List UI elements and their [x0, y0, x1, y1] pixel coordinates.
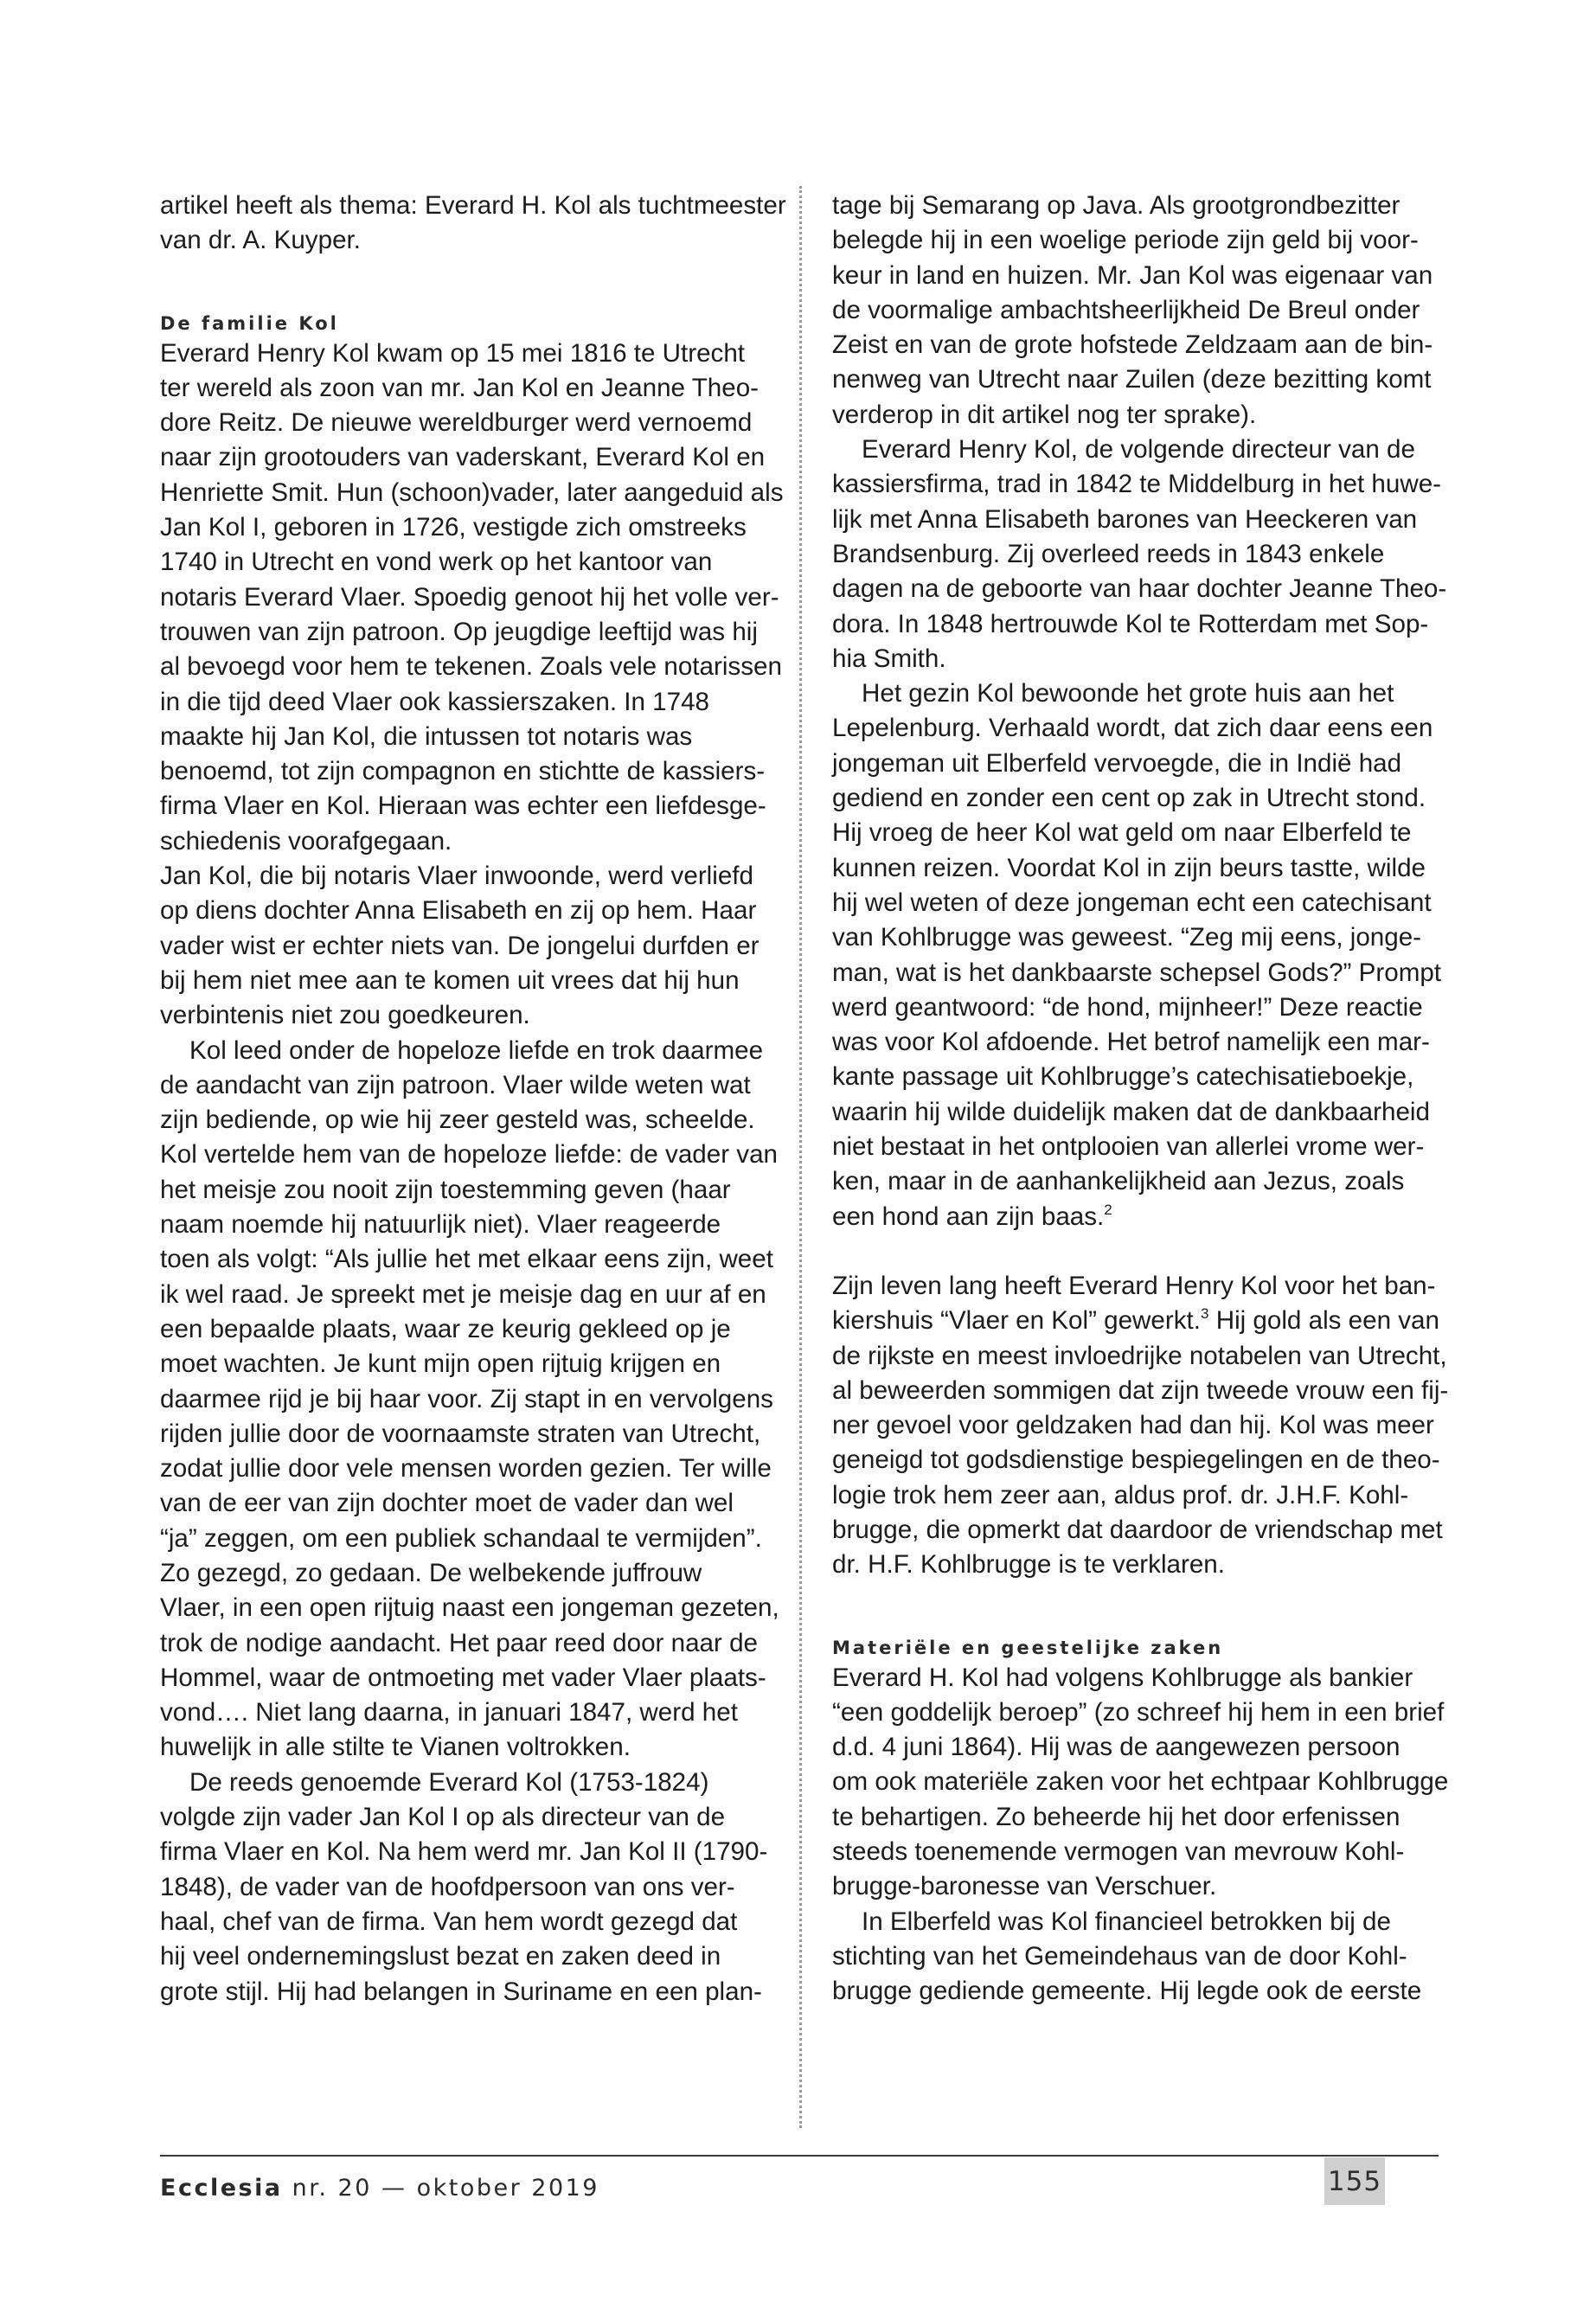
text-line: maakte hij Jan Kol, die intussen tot notaris was	[160, 721, 693, 751]
text-line: naam noemde hij natuurlijk niet). Vlaer reageerde	[160, 1210, 721, 1240]
text-line: geneigd tot godsdienstige bespiegelingen en de theo-	[832, 1445, 1440, 1475]
section-heading-materiele-zaken: Materiële en geestelijke zaken	[832, 1637, 1224, 1658]
text-line: Hommel, waar de ontmoeting met vader Vlaer plaats-	[160, 1663, 766, 1692]
text-line: brugge, die opmerkt dat daardoor de vriendschap met	[832, 1515, 1443, 1544]
text-line: ner gevoel voor geldzaken had dan hij. Kol was meer	[832, 1411, 1434, 1440]
text-line: Henriette Smit. Hun (schoon)vader, later aangeduid als	[160, 478, 784, 507]
text-line: Zeist en van de grote hofstede Zeldzaam aan de bin-	[832, 330, 1433, 360]
text-line: volgde zijn vader Jan Kol I op als directeur van de	[160, 1803, 726, 1832]
text-line: hij veel ondernemingslust bezat en zaken deed in	[160, 1942, 721, 1971]
text-line: Kol leed onder de hopeloze liefde en trok daarmee	[189, 1035, 764, 1065]
body-paragraph	[832, 1661, 1448, 1905]
text-line: keur in land en huizen. Mr. Jan Kol was eigenaar van	[832, 260, 1433, 290]
body-paragraph	[160, 1034, 779, 1766]
text-line: “ja” zeggen, om een publiek schandaal te vermijden”.	[160, 1523, 762, 1553]
text-line: rijden jullie door de voornaamste straten van Utrecht,	[160, 1419, 761, 1448]
text-line: Lepelenburg. Verhaald wordt, dat zich daar eens een	[832, 714, 1433, 743]
body-paragraph	[160, 859, 776, 1033]
text-line: logie trok hem zeer aan, aldus prof. dr. J.H.F. Kohl-	[832, 1480, 1409, 1509]
body-paragraph	[160, 1766, 776, 2009]
text-line: al beweerden sommigen dat zijn tweede vrouw een fij-	[832, 1375, 1449, 1405]
body-paragraph	[832, 1905, 1448, 2009]
text-line: Jan Kol, die bij notaris Vlaer inwoonde, werd verliefd	[160, 862, 753, 891]
text-line: moet wachten. Je kunt mijn open rijtuig krijgen en	[160, 1349, 721, 1379]
text-line: Het gezin Kol bewoonde het grote huis aan het	[862, 679, 1394, 708]
text-line: dora. In 1848 hertrouwde Kol te Rotterdam met Sop-	[832, 609, 1429, 638]
text-line: Jan Kol I, geboren in 1726, vestigde zich omstreeks	[160, 513, 747, 542]
page-number: 155	[1324, 2157, 1385, 2205]
text-line: Vlaer, in een open rijtuig naast een jongeman gezeten,	[160, 1593, 779, 1623]
text-line: waarin hij wilde duidelijk maken dat de dankbaarheid	[832, 1097, 1430, 1126]
text-line: d.d. 4 juni 1864). Hij was de aangewezen persoon	[832, 1733, 1401, 1762]
text-line: firma Vlaer en Kol. Na hem werd mr. Jan Kol II (1790-	[160, 1837, 768, 1867]
text-line: in die tijd deed Vlaer ook kassierszaken. In 1748	[160, 687, 710, 716]
text-line: brugge gediende gemeente. Hij legde ook de eerste	[832, 1977, 1422, 2006]
text-line: ken, maar in de aanhankelijkheid aan Jezus, zoals	[832, 1167, 1405, 1196]
text-line: vond…. Niet lang daarna, in januari 1847, werd het	[160, 1698, 738, 1727]
text-line: ter wereld als zoon van mr. Jan Kol en Jeanne Theo-	[160, 373, 760, 402]
right-column	[832, 189, 1448, 2009]
text-line: om ook materiële zaken voor het echtpaar Kohlbrugge	[832, 1767, 1449, 1797]
text-line: jongeman uit Elberfeld vervoegde, die in Indië had	[832, 748, 1402, 778]
section-heading-familie-kol: De familie Kol	[160, 312, 339, 334]
footer-publication	[160, 2175, 599, 2202]
text-line: al bevoegd voor hem te tekenen. Zoals vele notarissen	[160, 652, 782, 682]
text-line: trok de nodige aandacht. Het paar reed door naar de	[160, 1628, 759, 1657]
text-line: de aandacht van zijn patroon. Vlaer wilde weten wat	[160, 1070, 751, 1099]
text-line: was voor Kol afdoende. Het betrof namelijk een mar-	[832, 1028, 1430, 1057]
text-line: dr. H.F. Kohlbrugge is te verklaren.	[832, 1550, 1225, 1580]
body-paragraph	[832, 189, 1448, 433]
body-paragraph	[832, 676, 1448, 1234]
body-paragraph	[160, 336, 784, 859]
text-line: nenweg van Utrecht naar Zuilen (deze bezitting komt	[832, 365, 1432, 394]
text-line: Everard Henry Kol kwam op 15 mei 1816 te Utrecht	[160, 338, 746, 368]
text-line: Kol vertelde hem van de hopeloze liefde: de vader van	[160, 1140, 779, 1170]
text-line: firma Vlaer en Kol. Hieraan was echter een liefdesge-	[160, 792, 766, 821]
text-line: grote stijl. Hij had belangen in Suriname en een plan-	[160, 1977, 762, 2006]
text-line: Everard H. Kol had volgens Kohlbrugge als bankier	[832, 1663, 1413, 1692]
text-line: vader wist er echter niets van. De jongelui durfden er	[160, 931, 760, 960]
text-line: verderop in dit artikel nog ter sprake).	[832, 400, 1257, 429]
text-line: 1740 in Utrecht en vond werk op het kantoor van	[160, 548, 713, 577]
text-line: hia Smith.	[832, 644, 946, 673]
text-line: benoemd, tot zijn compagnon en stichtte de kassiers-	[160, 757, 766, 786]
text-line: trouwen van zijn patroon. Op jeugdige leeftijd was hij	[160, 617, 758, 646]
text-line: Zo gezegd, zo gedaan. De welbekende juffrouw	[160, 1558, 702, 1587]
text-line: huwelijk in alle stilte te Vianen voltrokken.	[160, 1733, 631, 1762]
text-line: schiedenis voorafgegaan.	[160, 826, 452, 856]
text-line: de voormalige ambachtsheerlijkheid De Breul onder	[832, 295, 1420, 324]
text-line: op diens dochter Anna Elisabeth en zij op hem. Haar	[160, 896, 757, 926]
text-line: kante passage uit Kohlbrugge’s catechisatieboekje,	[832, 1062, 1414, 1092]
text-line: bij hem niet mee aan te komen uit vrees dat hij hun	[160, 965, 740, 995]
text-line: daarmee rijd je bij haar voor. Zij stapt in en vervolgens	[160, 1384, 773, 1413]
text-line: hij wel weten of deze jongeman echt een catechisant	[832, 888, 1432, 917]
text-line: tage bij Semarang op Java. Als grootgrondbezitter	[832, 191, 1401, 220]
text-line: toen als volgt: “Als jullie het met elkaar eens zijn, weet	[160, 1245, 773, 1274]
text-line: belegde hij in een woelige periode zijn geld bij voor-	[832, 226, 1419, 255]
text-line: werd geantwoord: “de hond, mijnheer!” Deze reactie	[832, 992, 1423, 1022]
text-line: “een goddelijk beroep” (zo schreef hij hem in een brief	[832, 1697, 1445, 1727]
paragraph-last-line: een hond aan zijn baas.$^2$	[832, 1201, 1112, 1231]
text-line: dore Reitz. De nieuwe wereldburger werd vernoemd	[160, 408, 753, 438]
footer-rule	[160, 2155, 1439, 2157]
text-line: lijk met Anna Elisabeth barones van Heeckeren van	[832, 504, 1418, 534]
text-line: zijn bediende, op wie hij zeer gesteld was, scheelde.	[160, 1106, 755, 1135]
footnote-ref-3: 3	[1201, 1305, 1209, 1323]
text-line: Brandsenburg. Zij overleed reeds in 1843 enkele	[832, 539, 1385, 568]
text-line: verbintenis niet zou goedkeuren.	[160, 1001, 530, 1030]
left-column	[160, 189, 786, 2009]
text-line: steeds toenemende vermogen van mevrouw Kohl-	[832, 1837, 1405, 1867]
text-line: brugge-baronesse van Verschuer.	[832, 1872, 1217, 1901]
text-line: In Elberfeld was Kol financieel betrokken bij de	[862, 1907, 1391, 1936]
text-line: naar zijn grootouders van vaderskant, Everard Kol en	[160, 443, 766, 472]
text-line: Everard Henry Kol, de volgende directeur van de	[862, 435, 1415, 465]
text-line: een bepaalde plaats, waar ze keurig gekleed op je	[160, 1314, 731, 1343]
issue-info: nr. 20 — oktober 2019	[282, 2175, 599, 2202]
text-line: ik wel raad. Je spreekt met je meisje dag en uur af en	[160, 1279, 766, 1309]
column-divider	[799, 186, 802, 2128]
text-line: gediend en zonder een cent op zak in Utrecht stond.	[832, 784, 1426, 813]
text-line: niet bestaat in het ontplooien van allerlei vrome wer-	[832, 1132, 1425, 1162]
text-line: dagen na de geboorte van haar dochter Jeanne Theo-	[832, 574, 1447, 604]
text-line: De reeds genoemde Everard Kol (1753-1824)	[189, 1767, 709, 1797]
text-line: haal, chef van de firma. Van hem wordt gezegd dat	[160, 1907, 738, 1936]
text-line: stichting van het Gemeindehaus van de door Kohl-	[832, 1941, 1407, 1971]
text-line: te behartigen. Zo beheerde hij het door erfenissen	[832, 1802, 1401, 1831]
text-line: 1848), de vader van de hoofdpersoon van ons ver-	[160, 1872, 735, 1901]
text-line: van de eer van zijn dochter moet de vader dan wel	[160, 1489, 734, 1518]
text-line: van Kohlbrugge was geweest. “Zeg mij eens, jonge-	[832, 923, 1422, 952]
text-line: notaris Everard Vlaer. Spoedig genoot hij het volle ver-	[160, 582, 779, 612]
text-line: man, wat is het dankbaarste schepsel Gods?” Prompt	[832, 958, 1442, 987]
text-line: zodat jullie door vele mensen worden gezien. Ter wille	[160, 1454, 772, 1484]
text-line: van dr. A. Kuyper.	[160, 226, 361, 255]
publication-name: Ecclesia	[160, 2175, 283, 2202]
text-line: Hij vroeg de heer Kol wat geld om naar Elberfeld te	[832, 818, 1412, 848]
intro-paragraph	[160, 189, 786, 259]
text-line: kunnen reizen. Voordat Kol in zijn beurs tastte, wilde	[832, 853, 1426, 882]
body-paragraph: Zijn leven lang heeft Everard Henry Kol voor het ban- kiershuis “Vlaer en Kol” gewerkt.$^3$ Hij gold als een van de rijkste en meest invloedrijke notabelen van Utrecht, al beweerden sommigen dat zijn tweede vrouw een fij- ner gevoel voor geldzaken had dan hij. Kol was meer geneigd tot godsdienstige bespiegelingen en de theo- logie trok hem zeer aan, aldus prof. dr. J.H.F. Kohl- brugge, die opmerkt dat daardoor de vriendschap met dr. H.F. Kohlbrugge is te verklaren.	[832, 1269, 1448, 1583]
text-line: de rijkste en meest invloedrijke notabelen van Utrecht,	[832, 1341, 1447, 1370]
footnote-ref-2: 2	[1104, 1201, 1112, 1218]
body-paragraph	[832, 433, 1448, 676]
text-line: artikel heeft als thema: Everard H. Kol als tuchtmeester	[160, 191, 786, 220]
text-line: het meisje zou nooit zijn toestemming geven (haar	[160, 1175, 731, 1204]
text-line: kassiersfirma, trad in 1842 te Middelburg in het huwe-	[832, 470, 1442, 499]
